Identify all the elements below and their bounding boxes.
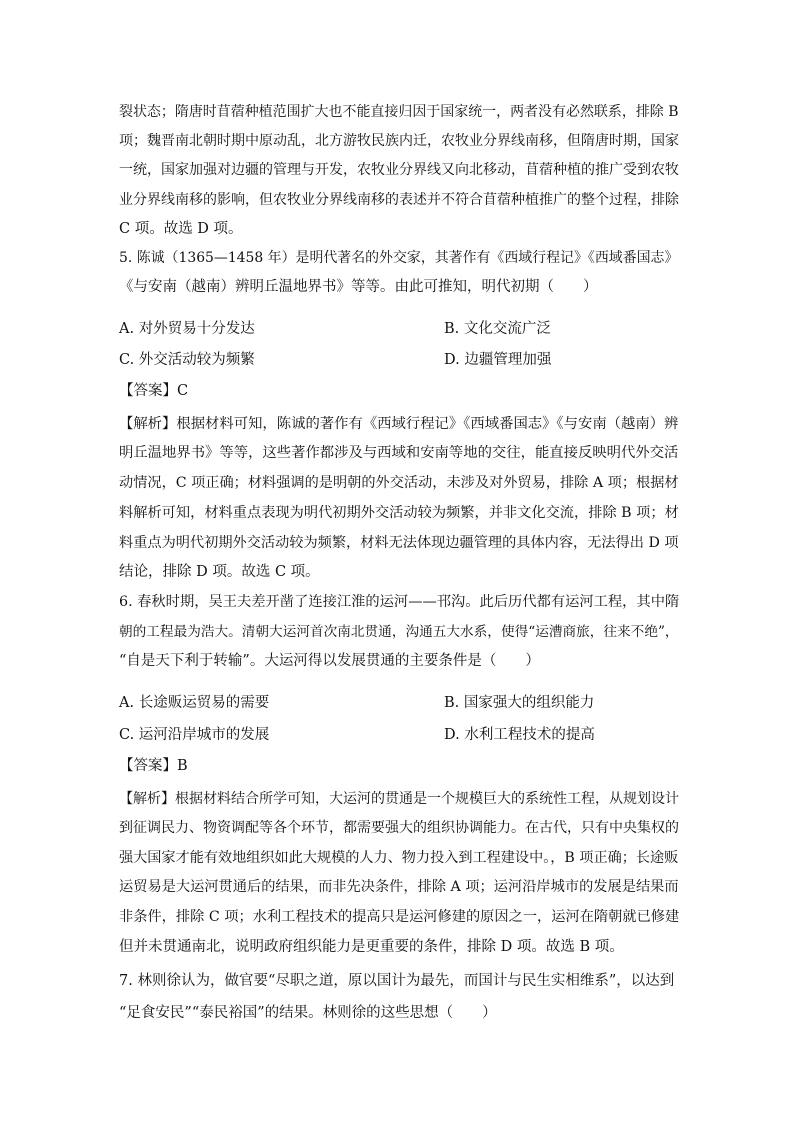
q6-option-a: A. 长途贩运贸易的需要	[119, 695, 270, 711]
q5-analysis-line: 动情况，C 项正确；材料强调的是明朝的外交活动，未涉及对外贸易，排除 A 项；根据材	[119, 475, 679, 491]
q5-option-d: D. 边疆管理加强	[444, 352, 552, 368]
intro-line: 一统，国家加强对边疆的管理与开发，农牧业分界线又向北移动，苜蓿种植的推广受到农牧	[119, 162, 679, 178]
intro-line: C 项。故选 D 项。	[119, 221, 243, 237]
q5-option-a: A. 对外贸易十分发达	[119, 321, 255, 337]
q5-analysis-line: 【解析】根据材料可知，陈诚的著作有《西域行程记》《西域番国志》《与安南（越南）辨	[119, 416, 679, 432]
q6-analysis-line: 强大国家才能有效地组织如此大规模的人力、物力投入到工程建设中。，B 项正确；长途贩	[119, 850, 679, 866]
q5-analysis-line: 结论，排除 D 项。故选 C 项。	[119, 564, 320, 580]
q6-analysis-line: 到征调民力、物资调配等各个环节，都需要强大的组织协调能力。在古代，只有中央集权的	[119, 820, 679, 836]
q5-option-c: C. 外交活动较为频繁	[119, 352, 255, 368]
intro-line: 业分界线南移的影响，但农牧业分界线南移的表述并不符合苜蓿种植推广的整个过程，排除	[119, 192, 679, 208]
intro-line: 项；魏晋南北朝时期中原动乱，北方游牧民族内迁，农牧业分界线南移，但隋唐时期，国家	[119, 133, 679, 149]
q5-stem-line: 5. 陈诚（1365—1458 年）是明代著名的外交家，其著作有《西域行程记》《西域番国志》	[119, 250, 679, 266]
q5-analysis-line: 料重点为明代初期外交活动较为频繁，材料无法体现边疆管理的具体内容，无法得出 D 项	[119, 535, 679, 551]
q6-stem-line: 朝的工程最为浩大。清朝大运河首次南北贯通，沟通五大水系，使得“运漕商旅，往来不绝”，	[119, 624, 679, 640]
intro-line: 裂状态；隋唐时苜蓿种植范围扩大也不能直接归因于国家统一，两者没有必然联系，排除 B	[119, 104, 679, 120]
q6-stem-line: “自是天下利于转输”。大运河得以发展贯通的主要条件是（ ）	[119, 653, 540, 669]
q5-option-b: B. 文化交流广泛	[444, 321, 551, 337]
q6-analysis-line: 运贸易是大运河贯通后的结果，而非先决条件，排除 A 项；运河沿岸城市的发展是结果而	[119, 879, 679, 895]
q7-stem-line: 7. 林则徐认为，做官要“尽职之道，原以国计为最先，而国计与民生实相维系”，以达到	[119, 973, 675, 989]
q5-analysis-line: 明丘温地界书》等等，这些著作都涉及与西域和安南等地的交往，能直接反映明代外交活	[119, 445, 679, 461]
q6-analysis-line: 但并未贯通南北，说明政府组织能力是更重要的条件，排除 D 项。故选 B 项。	[119, 939, 624, 955]
q6-answer: 【答案】B	[119, 758, 188, 774]
q5-stem-line: 《与安南（越南）辨明丘温地界书》等等。由此可推知，明代初期（ ）	[119, 279, 598, 295]
q7-stem-line: “足食安民”“泰民裕国”的结果。林则徐的这些思想（ ）	[119, 1005, 497, 1021]
q5-answer: 【答案】C	[119, 383, 189, 399]
q6-analysis-line: 【解析】根据材料结合所学可知，大运河的贯通是一个规模巨大的系统性工程，从规划设计	[119, 791, 679, 807]
q6-stem-line: 6. 春秋时期，吴王夫差开凿了连接江淮的运河——邗沟。此后历代都有运河工程，其中隋	[119, 594, 680, 610]
q6-option-d: D. 水利工程技术的提高	[444, 727, 595, 743]
q6-option-c: C. 运河沿岸城市的发展	[119, 727, 270, 743]
q6-analysis-line: 非条件，排除 C 项；水利工程技术的提高只是运河修建的原因之一，运河在隋朝就已修建	[119, 909, 680, 925]
q5-analysis-line: 料解析可知，材料重点表现为明代初期外交活动较为频繁，并非文化交流，排除 B 项；材	[119, 505, 679, 521]
q6-option-b: B. 国家强大的组织能力	[444, 695, 595, 711]
